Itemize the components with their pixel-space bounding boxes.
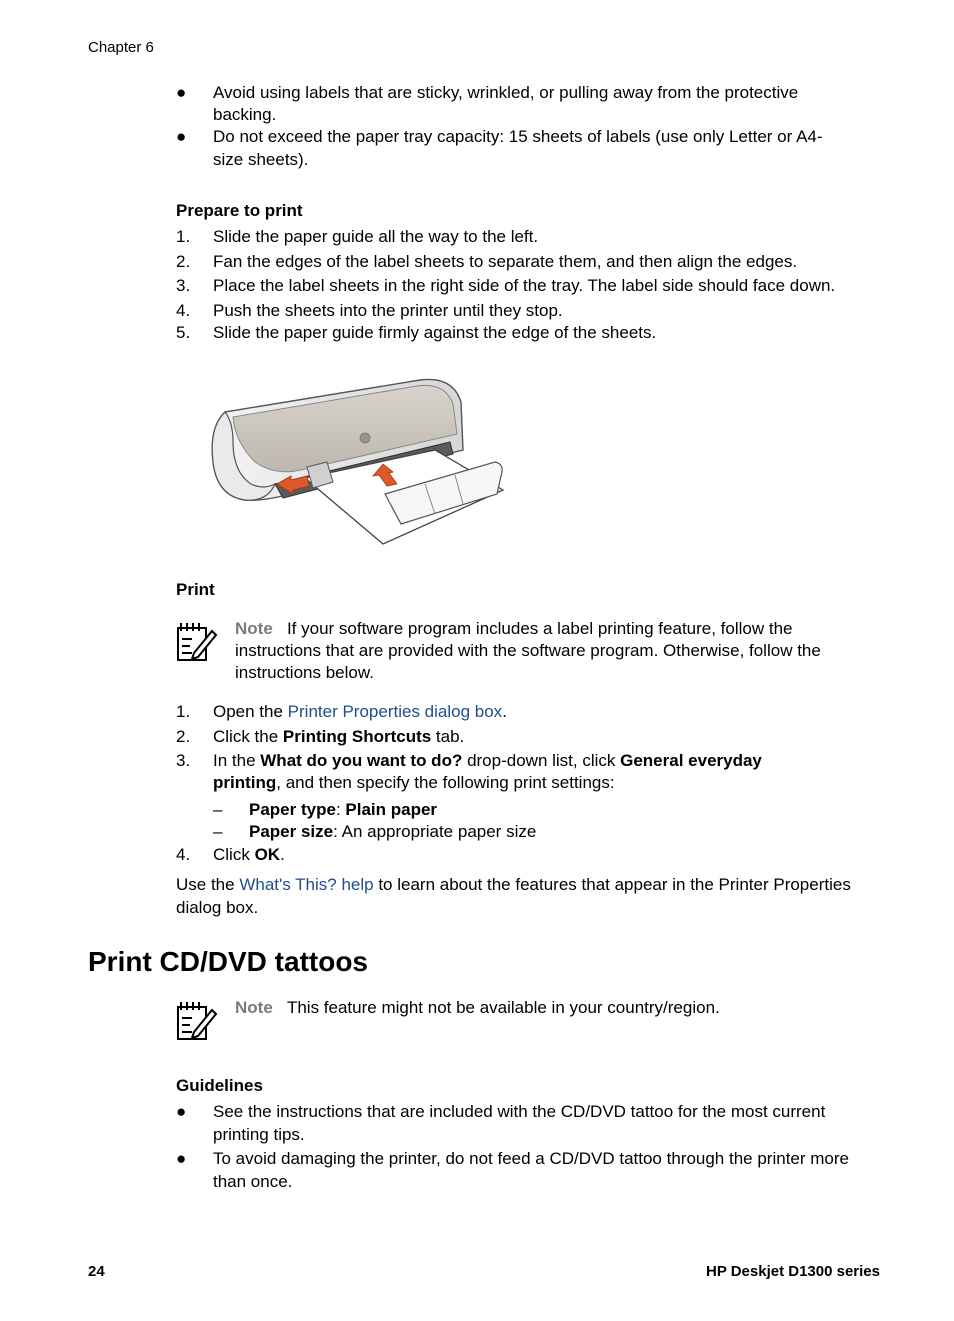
step-text: Slide the paper guide firmly against the edge of the sheets.	[213, 323, 657, 342]
step-number: 1.	[176, 702, 191, 721]
step-number: 3.	[176, 751, 191, 770]
printer-illustration	[205, 372, 510, 552]
step-text: printing, and then specify the following print settings:	[213, 773, 615, 792]
note-label: Note	[235, 998, 273, 1017]
guidelines-heading: Guidelines	[176, 1076, 263, 1095]
step-number: 1.	[176, 227, 191, 246]
bullet-line: than once.	[213, 1172, 293, 1191]
step-number: 4.	[176, 845, 191, 864]
step-text: Slide the paper guide all the way to the left.	[213, 227, 539, 246]
section-title: Print CD/DVD tattoos	[88, 946, 368, 977]
step-text: In the What do you want to do? drop-down list, click General everyday	[213, 751, 762, 770]
sub-item-dash: –	[213, 822, 223, 841]
page-number: 24	[88, 1263, 105, 1280]
step-text: Push the sheets into the printer until they stop.	[213, 301, 563, 320]
step-number: 3.	[176, 276, 191, 295]
whats-this-help-link[interactable]: What's This? help	[239, 875, 374, 894]
bullet-line: Do not exceed the paper tray capacity: 15 sheets of labels (use only Letter or A4-	[213, 127, 823, 146]
note-line: instructions that are provided with the software program. Otherwise, follow the	[235, 641, 821, 660]
help-paragraph: Use the What's This? help to learn about the features that appear in the Printer Properties	[176, 875, 851, 894]
print-heading: Print	[176, 580, 215, 599]
printer-properties-link[interactable]: Printer Properties dialog box	[287, 702, 503, 721]
sub-item-paper-size: Paper size: An appropriate paper size	[249, 822, 537, 841]
chapter-header: Chapter 6	[88, 39, 154, 56]
bullet-line: Avoid using labels that are sticky, wrinkled, or pulling away from the protective	[213, 83, 799, 102]
step-number: 2.	[176, 727, 191, 746]
note-line: instructions below.	[235, 663, 374, 682]
bullet-line: printing tips.	[213, 1125, 305, 1144]
note-icon	[176, 1000, 218, 1042]
note-icon	[176, 621, 218, 663]
step-text: Open the Printer Properties dialog box.	[213, 702, 507, 721]
prepare-heading: Prepare to print	[176, 201, 303, 220]
sub-item-dash: –	[213, 800, 223, 819]
bullet-marker: ●	[176, 83, 187, 102]
note-line	[235, 997, 720, 1019]
bullet-line: See the instructions that are included with the CD/DVD tattoo for the most current	[213, 1102, 826, 1121]
step-text: Click the Printing Shortcuts tab.	[213, 727, 465, 746]
product-name: HP Deskjet D1300 series	[705, 1263, 880, 1280]
step-number: 5.	[176, 323, 191, 342]
step-text: Place the label sheets in the right side of the tray. The label side should face down.	[213, 276, 836, 295]
sub-item-paper-type: Paper type: Plain paper	[249, 800, 438, 819]
note-line	[235, 618, 793, 640]
step-text: Click OK.	[213, 845, 285, 864]
step-number: 2.	[176, 252, 191, 271]
note-text: This feature might not be available in your country/region.	[286, 998, 720, 1017]
bullet-marker: ●	[176, 1149, 187, 1168]
note-text: If your software program includes a label printing feature, follow the	[286, 619, 793, 638]
step-text: Fan the edges of the label sheets to separate them, and then align the edges.	[213, 252, 798, 271]
bullet-marker: ●	[176, 1102, 187, 1121]
bullet-line: backing.	[213, 105, 277, 124]
note-label: Note	[235, 619, 273, 638]
bullet-marker: ●	[176, 127, 187, 146]
bullet-line: To avoid damaging the printer, do not feed a CD/DVD tattoo through the printer more	[213, 1149, 849, 1168]
bullet-line: size sheets).	[213, 150, 309, 169]
help-paragraph-line: dialog box.	[176, 898, 259, 917]
step-number: 4.	[176, 301, 191, 320]
